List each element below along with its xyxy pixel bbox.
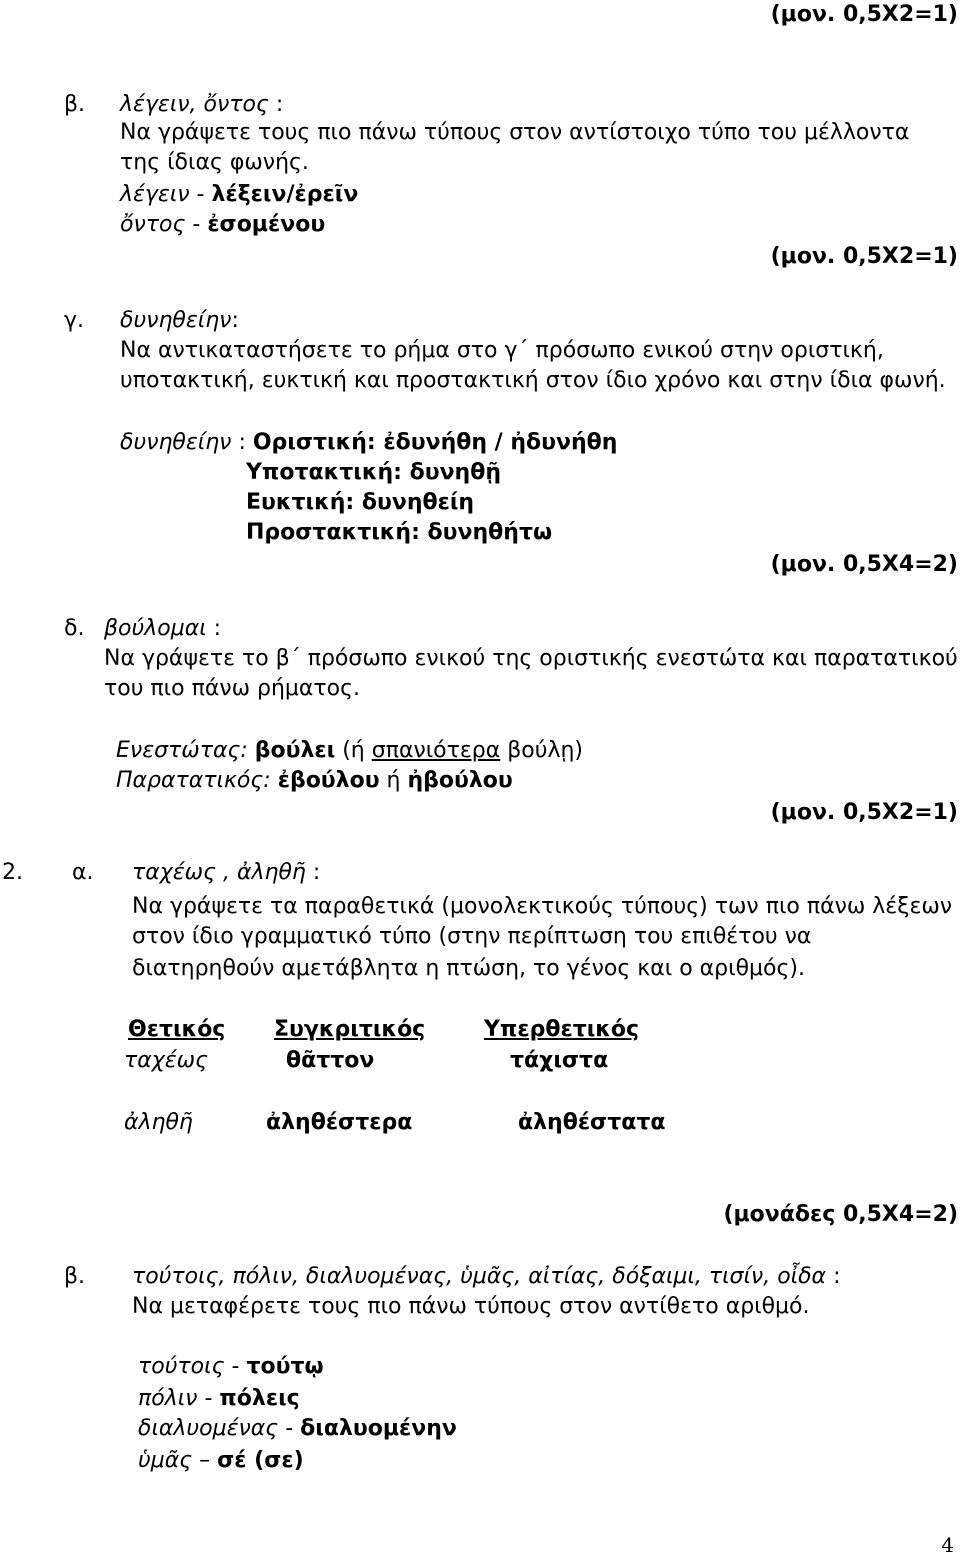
instruction-line: διατηρηθούν αμετάβλητα η πτώση, το γένος και ο αριθμός). <box>132 956 805 981</box>
item-beta-prompt <box>120 90 283 120</box>
table-header-comparative: Συγκριτικός <box>274 1017 426 1042</box>
answer-line <box>120 180 358 210</box>
answer-or: ή <box>379 768 408 793</box>
item-delta-prompt <box>104 614 221 644</box>
answer-word: ὄντος <box>120 212 186 237</box>
score-alpha: (μονάδες 0,5Χ4=2) <box>723 1202 958 1227</box>
answer-text: ἐσομένου <box>207 212 326 237</box>
table-cell-positive: ταχέως <box>124 1048 208 1073</box>
answer-text: πόλεις <box>219 1386 300 1411</box>
item-gamma-word: δυνηθείην <box>120 308 232 333</box>
colon: : <box>826 1264 841 1289</box>
colon: : <box>231 308 239 333</box>
instruction-line: Να γράψετε τους πιο πάνω τύπους στον αντίστοιχο τύπο του μέλλοντα <box>120 120 910 145</box>
answer-text: σέ (σε) <box>217 1448 304 1473</box>
answer-ypotaktiki: Υποτακτική: δυνηθῇ <box>246 460 501 485</box>
answer-euktiki: Ευκτική: δυνηθείη <box>246 490 475 515</box>
item-alpha-prompt <box>132 858 320 888</box>
answer-text: ἐβούλου <box>277 768 380 793</box>
instruction-line: Να αντικαταστήσετε το ρήμα στο γ΄ πρόσωπο ενικού στην οριστική, <box>120 338 884 363</box>
item-gamma-prompt <box>120 306 239 336</box>
answer-alt: βούλῃ) <box>500 738 584 763</box>
answer-separator: - <box>197 1386 220 1411</box>
instruction-line: του πιο πάνω ρήματος. <box>104 676 361 701</box>
answer-text: ἠβούλου <box>407 768 513 793</box>
answer-line <box>138 1352 324 1382</box>
answer-text: λέξειν/ἐρεῖν <box>211 182 359 207</box>
answer-enestotas <box>116 736 583 766</box>
item-letter-beta-2: β. <box>64 1264 86 1289</box>
answer-paren-open: (ή <box>335 738 372 763</box>
answer-line <box>138 1446 304 1476</box>
table-cell-superlative: ἀληθέστατα <box>518 1110 666 1135</box>
instruction-line: Να μεταφέρετε τους πιο πάνω τύπους στον αντίθετο αριθμό. <box>132 1294 810 1319</box>
answer-text: τούτῳ <box>246 1354 324 1379</box>
score-gamma: (μον. 0,5Χ4=2) <box>770 552 958 577</box>
answer-separator: - <box>189 182 212 207</box>
answer-oristiki: Οριστική: ἐδυνήθη / ἠδυνήθη <box>252 430 618 455</box>
answer-prostaktiki: Προστακτική: δυνηθήτω <box>246 520 553 545</box>
answer-separator: – <box>192 1448 218 1473</box>
answer-word: διαλυομένας <box>138 1416 279 1441</box>
item-beta-words: λέγειν, ὄντος <box>120 92 269 117</box>
colon: : <box>305 860 321 885</box>
answer-word: λέγειν <box>120 182 190 207</box>
table-cell-comparative: θᾶττον <box>286 1048 375 1073</box>
item-beta2-prompt <box>132 1262 840 1292</box>
question-number: 2. <box>2 860 23 885</box>
answer-word: ὑμᾶς <box>138 1448 193 1473</box>
item-delta-word: βούλομαι <box>104 616 207 641</box>
answer-line <box>120 428 617 458</box>
answer-separator: - <box>278 1416 301 1441</box>
answer-separator: - <box>224 1354 247 1379</box>
colon: : <box>206 616 222 641</box>
item-beta2-words: τούτοις, πόλιν, διαλυομένας, ὑμᾶς, αἰτίας, δόξαιμι, τισίν, οἶδα <box>132 1264 827 1289</box>
answer-text: διαλυομένην <box>300 1416 457 1441</box>
score-delta: (μον. 0,5Χ2=1) <box>770 800 958 825</box>
instruction-line: Να γράψετε το β΄ πρόσωπο ενικού της οριστικής ενεστώτα και παρατατικού <box>104 646 958 671</box>
page-number: 4 <box>941 1533 954 1557</box>
answer-label: Ενεστώτας: <box>116 738 248 763</box>
answer-separator: - <box>185 212 208 237</box>
answer-text: βούλει <box>254 738 336 763</box>
instruction-line: Να γράψετε τα παραθετικά (μονολεκτικούς τύπους) των πιο πάνω λέξεων <box>132 894 953 919</box>
table-cell-comparative: ἀληθέστερα <box>266 1110 413 1135</box>
answer-word: τούτοις <box>138 1354 225 1379</box>
answer-line <box>138 1384 300 1414</box>
score-top: (μον. 0,5Χ2=1) <box>770 2 958 27</box>
answer-separator: : <box>231 430 253 455</box>
answer-rare-note: σπανιότερα <box>371 738 501 763</box>
item-letter-delta: δ. <box>64 616 85 641</box>
table-cell-positive: ἀληθῆ <box>124 1110 193 1135</box>
table-header-superlative: Υπερθετικός <box>484 1017 640 1042</box>
answer-word: πόλιν <box>138 1386 198 1411</box>
score-beta: (μον. 0,5Χ2=1) <box>770 244 958 269</box>
answer-word: δυνηθείην <box>120 430 232 455</box>
colon: : <box>268 92 284 117</box>
table-header-positive: Θετικός <box>128 1017 226 1042</box>
item-alpha-words: ταχέως , ἀληθῆ <box>132 860 306 885</box>
answer-line <box>138 1414 457 1444</box>
instruction-line: στον ίδιο γραμματικό τύπο (στην περίπτωση του επιθέτου να <box>132 924 812 949</box>
item-letter-alpha: α. <box>72 860 94 885</box>
answer-label: Παρατατικός: <box>116 768 271 793</box>
instruction-line: υποτακτική, ευκτική και προστακτική στον ίδιο χρόνο και στην ίδια φωνή. <box>120 368 946 393</box>
instruction-line: της ίδιας φωνής. <box>120 150 309 175</box>
table-cell-superlative: τάχιστα <box>510 1048 609 1073</box>
item-letter-gamma: γ. <box>64 308 85 333</box>
item-letter-beta: β. <box>64 92 86 117</box>
answer-line <box>120 210 325 240</box>
answer-paratatikos <box>116 766 513 796</box>
